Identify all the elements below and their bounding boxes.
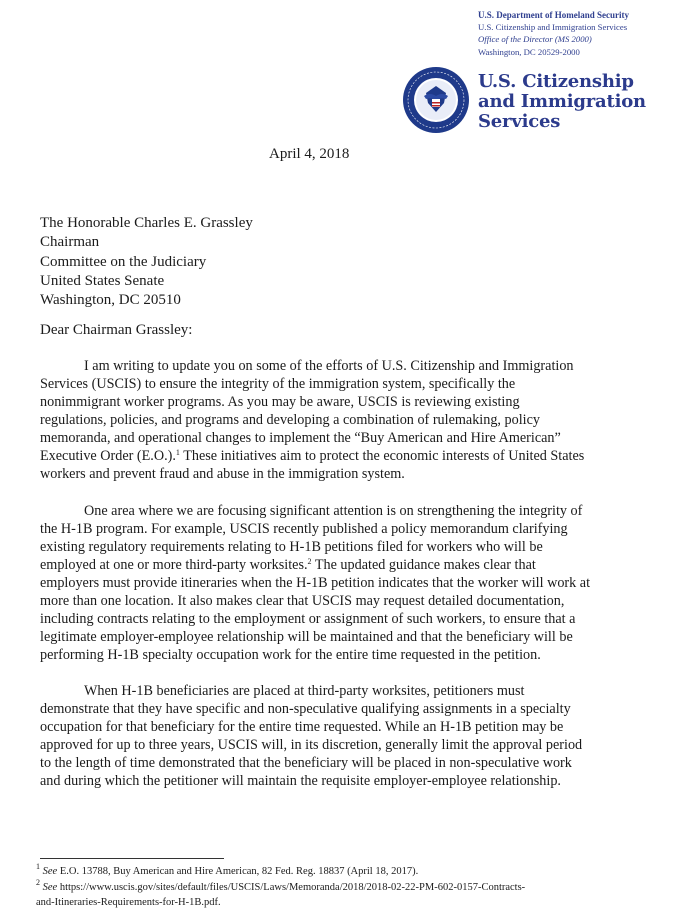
paragraph-line: legitimate employer-employee relationship will be maintained and that the beneficiary will be: [40, 629, 573, 645]
paragraph-line: existing regulatory requirements relating to H-1B petitions filed for workers who will be: [40, 539, 543, 555]
footnote-text: E.O. 13788, Buy American and Hire American, 82 Fed. Reg. 18837 (April 18, 2017).: [57, 866, 419, 877]
footnote-number: 2: [36, 878, 40, 887]
footnote-see: See: [42, 882, 58, 893]
paragraph-line: One area where we are focusing significant attention is on strengthening the integrity of: [84, 503, 583, 519]
dhs-seal-icon: [402, 66, 470, 134]
footnote-link[interactable]: https://www.uscis.gov/sites/default/files/USCIS/Laws/Memoranda/2018/2018-02-22-PM-602-0157-Contracts-: [57, 882, 526, 893]
city-line: Washington, DC 20529-2000: [478, 46, 580, 57]
text-run: Executive Order (E.O.).: [40, 448, 176, 464]
agency-logotype: [478, 72, 646, 132]
text-run: employed at one or more third-party worksites.: [40, 557, 308, 573]
paragraph-line: [40, 556, 640, 574]
paragraph-line: nonimmigrant worker programs. As you may be aware, USCIS is reviewing existing: [40, 394, 520, 410]
recipient-line: Washington, DC 20510: [40, 292, 181, 309]
footnote-ref-2: 2: [307, 557, 312, 566]
agency-line: U.S. Citizenship and Immigration Services: [478, 22, 628, 33]
paragraph-line: Services (USCIS) to ensure the integrity of the immigration system, specifically the: [40, 376, 516, 392]
footnote-divider: [40, 858, 224, 859]
paragraph-1: [40, 357, 640, 483]
text-run: These initiatives aim to protect the economic interests of United States: [179, 448, 585, 464]
paragraph-line: I am writing to update you on some of the efforts of U.S. Citizenship and Immigration: [84, 358, 574, 374]
footnote-2-continued: [36, 896, 221, 910]
paragraph-line: occupation for that beneficiary for the entire time requested. While an H-1B petition may be: [40, 719, 564, 735]
paragraph-line: approved for up to three years, USCIS will, in its discretion, generally limit the approval period: [40, 737, 583, 753]
paragraph-line: employers must provide itineraries when the H-1B petition indicates that the worker will work at: [40, 575, 591, 591]
recipient-line: Committee on the Judiciary: [40, 253, 207, 270]
footnote-link-continued[interactable]: and-Itineraries-Requirements-for-H-1B.pdf.: [36, 897, 221, 908]
recipient-line: United States Senate: [40, 272, 165, 289]
paragraph-line: [40, 447, 640, 465]
paragraph-line: the H-1B program. For example, USCIS recently published a policy memorandum clarifying: [40, 521, 568, 537]
recipient-line: Chairman: [40, 234, 100, 251]
paragraph-line: regulations, policies, and programs and developing a combination of rulemaking, policy: [40, 412, 540, 428]
paragraph-line: workers and prevent fraud and abuse in the immigration system.: [40, 466, 405, 482]
paragraph-line: When H-1B beneficiaries are placed at third-party worksites, petitioners must: [84, 683, 525, 699]
paragraph-line: including contracts relating to the employment or assignment of such workers, to ensure that a: [40, 611, 576, 627]
paragraph-line: memoranda, and operational changes to implement the “Buy American and Hire American”: [40, 430, 561, 446]
footnote-2: [36, 878, 526, 895]
department-name: U.S. Department of Homeland Security: [478, 10, 629, 20]
paragraph-line: performing H-1B specialty occupation work for the entire time requested in the petition.: [40, 647, 541, 663]
paragraph-2: [40, 502, 640, 664]
recipient-line: The Honorable Charles E. Grassley: [40, 215, 253, 231]
text-run: The updated guidance makes clear that: [311, 557, 536, 573]
salutation: Dear Chairman Grassley:: [40, 322, 193, 338]
recipient-address: [40, 214, 253, 310]
letter-date: April 4, 2018: [269, 146, 350, 162]
paragraph-line: to the length of time demonstrated that the beneficiary will be placed in non-speculative work: [40, 755, 572, 771]
paragraph-line: more than one location. It also makes clear that USCIS may request detailed documentation,: [40, 593, 565, 609]
agency-name-line-2: and Immigration: [478, 91, 646, 112]
footnote-1: [36, 862, 419, 879]
letterhead-address: [478, 9, 674, 58]
paragraph-line: demonstrate that they have specific and non-speculative qualifying assignments in a specialty: [40, 701, 571, 717]
agency-name-line-1: U.S. Citizenship: [478, 71, 634, 92]
paragraph-3: [40, 682, 640, 790]
office-line: Office of the Director (MS 2000): [478, 34, 592, 45]
agency-name-line-3: Services: [478, 111, 561, 132]
paragraph-line: and during which the petitioner will maintain the requisite employer-employee relationship.: [40, 773, 561, 789]
footnote-see: See: [42, 866, 58, 877]
footnote-number: 1: [36, 862, 40, 871]
footnote-ref-1: 1: [175, 448, 180, 457]
